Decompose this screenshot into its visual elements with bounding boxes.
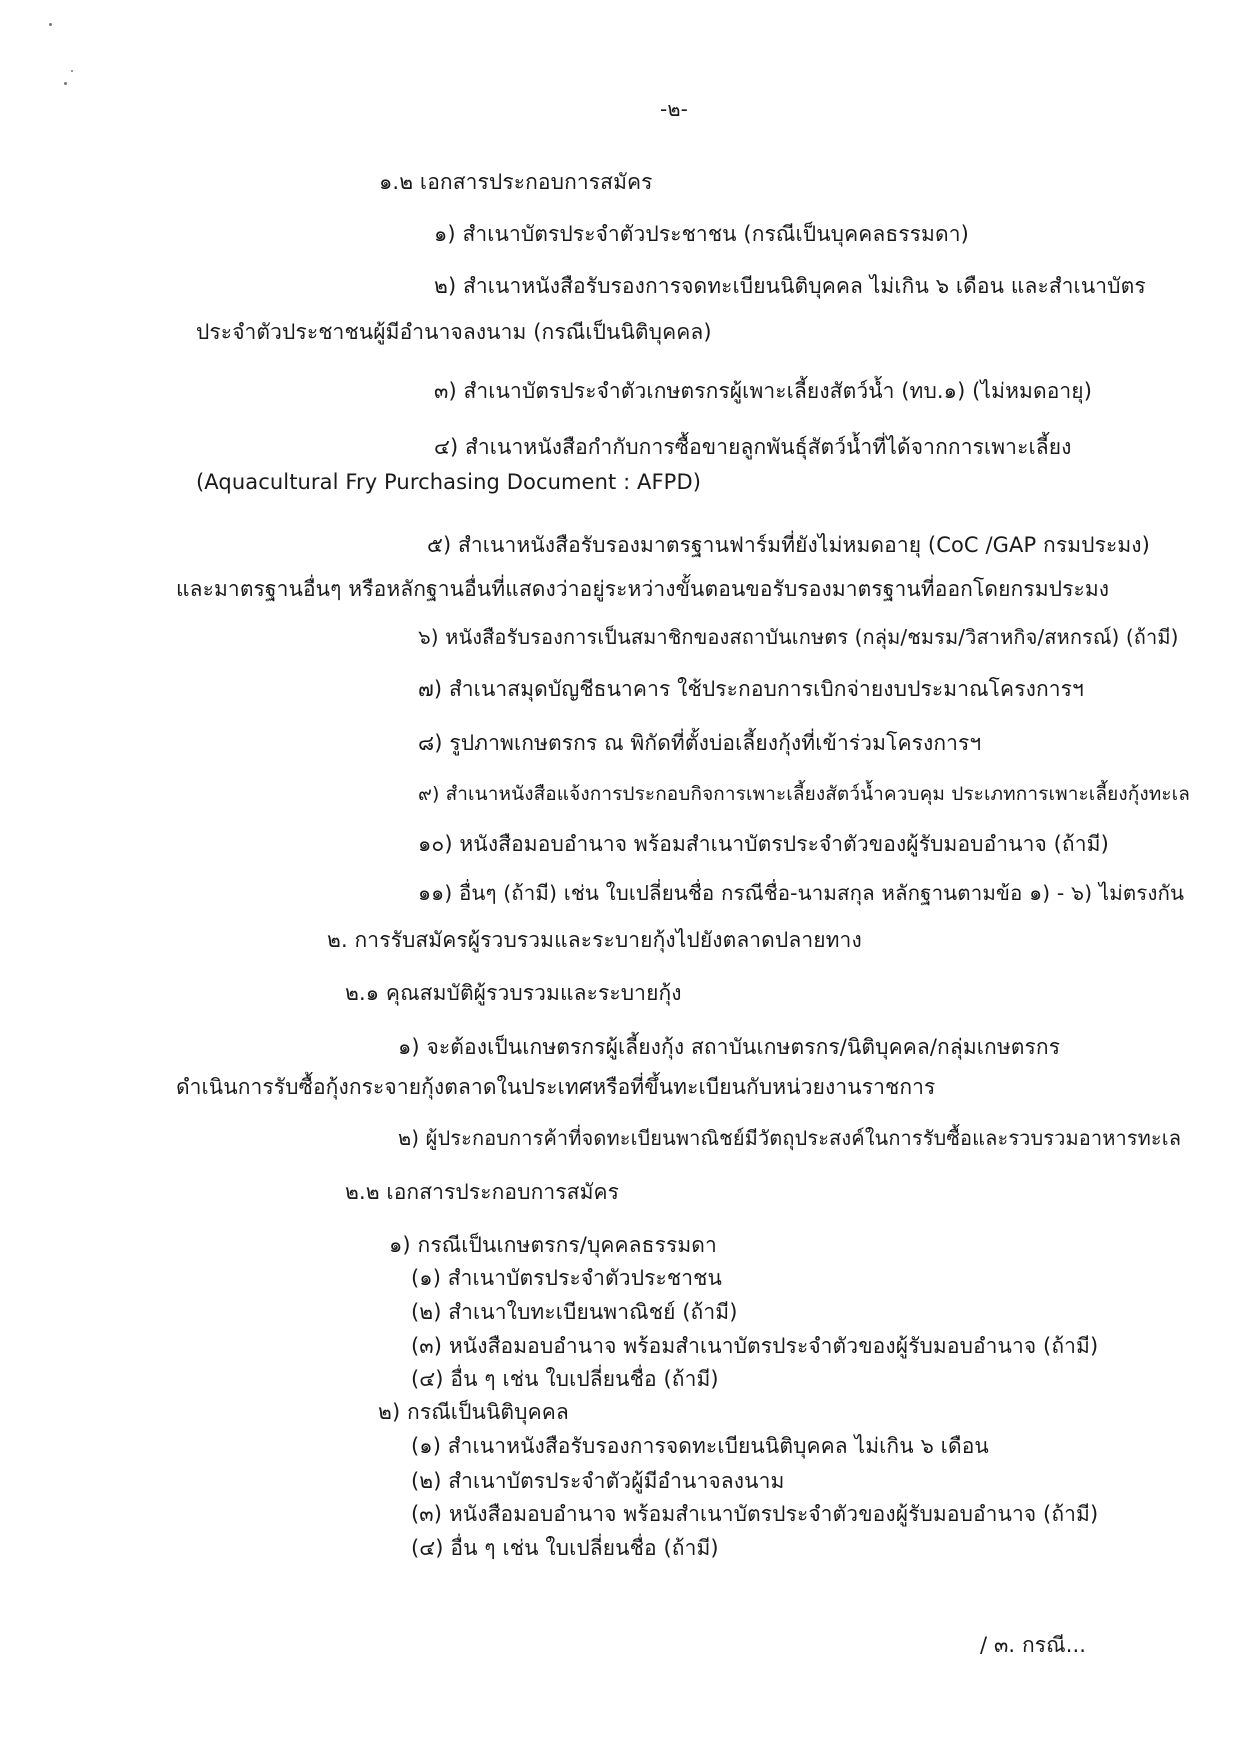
section-2-heading: ๒. การรับสมัครผู้รวบรวมและระบายกุ้งไปยังตลาดปลายทาง	[327, 928, 862, 952]
doc-item-9: ๙) สำเนาหนังสือแจ้งการประกอบกิจการเพาะเลี้ยงสัตว์น้ำควบคุม ประเภทการเพาะเลี้ยงกุ้งทะเล	[418, 783, 1190, 805]
doc-item-2-cont: ประจำตัวประชาชนผู้มีอำนาจลงนาม (กรณีเป็นนิติบุคคล)	[196, 320, 712, 344]
juristic-doc-4: (๔) อื่น ๆ เช่น ใบเปลี่ยนชื่อ (ถ้ามี)	[411, 1536, 719, 1560]
doc-item-6: ๖) หนังสือรับรองการเป็นสมาชิกของสถาบันเกษตร (กลุ่ม/ชมรม/วิสาหกิจ/สหกรณ์) (ถ้ามี)	[418, 625, 1179, 649]
doc-item-3: ๓) สำเนาบัตรประจำตัวเกษตรกรผู้เพาะเลี้ยงสัตว์น้ำ (ทบ.๑) (ไม่หมดอายุ)	[434, 379, 1092, 403]
individual-doc-3: (๓) หนังสือมอบอำนาจ พร้อมสำเนาบัตรประจำตัวของผู้รับมอบอำนาจ (ถ้ามี)	[411, 1334, 1099, 1358]
doc-item-5-cont: และมาตรฐานอื่นๆ หรือหลักฐานอื่นที่แสดงว่าอยู่ระหว่างขั้นตอนขอรับรองมาตรฐานที่ออกโดยกรมประมง	[176, 577, 1110, 601]
individual-doc-1: (๑) สำเนาบัตรประจำตัวประชาชน	[411, 1266, 722, 1290]
individual-doc-2: (๒) สำเนาใบทะเบียนพาณิชย์ (ถ้ามี)	[411, 1300, 738, 1324]
qualification-item-2: ๒) ผู้ประกอบการค้าที่จดทะเบียนพาณิชย์มีวัตถุประสงค์ในการรับซื้อและรวบรวมอาหารทะเล	[398, 1126, 1182, 1150]
doc-item-4-cont: (Aquacultural Fry Purchasing Document : AFPD)	[196, 470, 702, 494]
scan-speck	[49, 23, 52, 26]
juristic-doc-3: (๓) หนังสือมอบอำนาจ พร้อมสำเนาบัตรประจำตัวของผู้รับมอบอำนาจ (ถ้ามี)	[411, 1502, 1099, 1526]
doc-item-5: ๕) สำเนาหนังสือรับรองมาตรฐานฟาร์มที่ยังไม่หมดอายุ (CoC /GAP กรมประมง)	[427, 533, 1150, 557]
individual-doc-4: (๔) อื่น ๆ เช่น ใบเปลี่ยนชื่อ (ถ้ามี)	[411, 1367, 719, 1391]
qualification-item-1-cont: ดำเนินการรับซื้อกุ้งกระจายกุ้งตลาดในประเทศหรือที่ขึ้นทะเบียนกับหน่วยงานราชการ	[176, 1075, 936, 1099]
section-1-2-heading: ๑.๒ เอกสารประกอบการสมัคร	[379, 170, 653, 194]
section-2-2-heading: ๒.๒ เอกสารประกอบการสมัคร	[345, 1180, 620, 1204]
scan-speck	[71, 70, 73, 72]
doc-item-7: ๗) สำเนาสมุดบัญชีธนาคาร ใช้ประกอบการเบิกจ่ายงบประมาณโครงการฯ	[418, 677, 1084, 701]
doc-item-8: ๘) รูปภาพเกษตรกร ณ พิกัดที่ตั้งบ่อเลี้ยงกุ้งที่เข้าร่วมโครงการฯ	[418, 731, 982, 755]
doc-item-10: ๑๐) หนังสือมอบอำนาจ พร้อมสำเนาบัตรประจำตัวของผู้รับมอบอำนาจ (ถ้ามี)	[418, 832, 1109, 856]
group-juristic-title: ๒) กรณีเป็นนิติบุคคล	[378, 1400, 569, 1424]
juristic-doc-1: (๑) สำเนาหนังสือรับรองการจดทะเบียนนิติบุคคล ไม่เกิน ๖ เดือน	[411, 1434, 989, 1458]
doc-item-4: ๔) สำเนาหนังสือกำกับการซื้อขายลูกพันธุ์สัตว์น้ำที่ได้จากการเพาะเลี้ยง	[434, 435, 1072, 459]
scan-speck	[64, 82, 67, 85]
doc-item-11: ๑๑) อื่นๆ (ถ้ามี) เช่น ใบเปลี่ยนชื่อ กรณีชื่อ-นามสกุล หลักฐานตามข้อ ๑) - ๖) ไม่ตรงกัน	[418, 881, 1185, 905]
doc-item-1: ๑) สำเนาบัตรประจำตัวประชาชน (กรณีเป็นบุคคลธรรมดา)	[434, 222, 969, 246]
section-2-1-heading: ๒.๑ คุณสมบัติผู้รวบรวมและระบายกุ้ง	[345, 981, 682, 1005]
qualification-item-1: ๑) จะต้องเป็นเกษตรกรผู้เลี้ยงกุ้ง สถาบันเกษตรกร/นิติบุคคล/กลุ่มเกษตรกร	[398, 1035, 1061, 1059]
juristic-doc-2: (๒) สำเนาบัตรประจำตัวผู้มีอำนาจลงนาม	[411, 1469, 785, 1493]
doc-item-2: ๒) สำเนาหนังสือรับรองการจดทะเบียนนิติบุคคล ไม่เกิน ๖ เดือน และสำเนาบัตร	[434, 274, 1146, 298]
page-number: -๒-	[660, 97, 688, 121]
footer-continuation: / ๓. กรณี...	[980, 1633, 1087, 1657]
group-individual-title: ๑) กรณีเป็นเกษตรกร/บุคคลธรรมดา	[389, 1233, 717, 1257]
